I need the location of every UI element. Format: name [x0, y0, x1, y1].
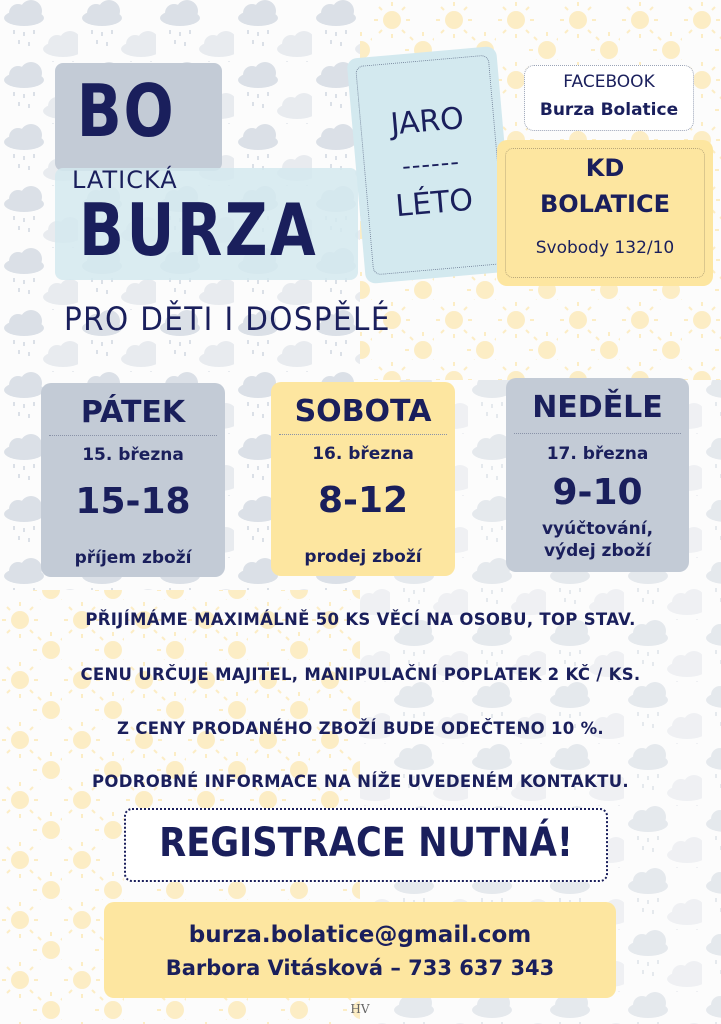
season-leto: LÉTO	[394, 182, 475, 225]
day-divider	[279, 434, 447, 435]
day-date: 16. března	[312, 444, 414, 464]
day-note-1: vyúčtování,	[541, 519, 654, 539]
info-line-3: Z CENY PRODANÉHO ZBOŽÍ BUDE ODEČTENO 10 %.	[117, 719, 604, 738]
title-laticka: LATICKÁ	[72, 166, 178, 194]
contact-email: burza.bolatice@gmail.com	[188, 922, 532, 948]
title-burza: BURZA	[79, 188, 319, 272]
info-line-1: PŘIJÍMÁME MAXIMÁLNĚ 50 KS VĚCÍ NA OSOBU, TOP STAV.	[85, 610, 636, 629]
venue-line1: KD	[585, 154, 625, 182]
day-name: SOBOTA	[294, 394, 432, 429]
venue-line2: BOLATICE	[539, 190, 670, 218]
day-card-friday	[41, 383, 225, 577]
info-line-2: CENU URČUJE MAJITEL, MANIPULAČNÍ POPLATEK 2 KČ / KS.	[80, 665, 641, 684]
day-divider	[49, 435, 217, 436]
day-time: 8-12	[317, 480, 409, 521]
day-divider	[514, 433, 681, 434]
facebook-box	[524, 65, 694, 131]
day-time: 15-18	[75, 481, 191, 522]
title-subtitle: PRO DĚTI I DOSPĚLÉ	[64, 300, 391, 338]
day-note: příjem zboží	[74, 548, 192, 568]
season-card	[346, 46, 515, 284]
venue-box	[497, 140, 713, 286]
season-dashes: ------	[400, 147, 462, 181]
day-date: 17. března	[546, 444, 649, 464]
info-line-4: PODROBNÉ INFORMACE NA NÍŽE UVEDENÉM KONTAKTU.	[92, 772, 629, 791]
day-note-2: výdej zboží	[543, 541, 652, 561]
facebook-label: FACEBOOK	[563, 72, 655, 92]
day-time: 9-10	[552, 472, 643, 513]
season-jaro: JARO	[389, 101, 466, 143]
registration-box	[124, 808, 608, 882]
signature: HV	[350, 1002, 370, 1016]
day-name: NEDĚLE	[532, 390, 663, 425]
day-date: 15. března	[82, 445, 184, 465]
venue-address: Svobody 132/10	[535, 238, 675, 258]
contact-person: Barbora Vitásková – 733 637 343	[165, 956, 555, 980]
day-card-sunday	[506, 378, 689, 572]
day-card-saturday	[271, 382, 455, 576]
contact-box	[104, 902, 616, 998]
day-note: prodej zboží	[304, 547, 422, 567]
registration-text: REGISTRACE NUTNÁ!	[159, 820, 573, 866]
facebook-name: Burza Bolatice	[539, 100, 679, 120]
day-name: PÁTEK	[80, 395, 186, 430]
title-bo: BO	[76, 69, 176, 153]
